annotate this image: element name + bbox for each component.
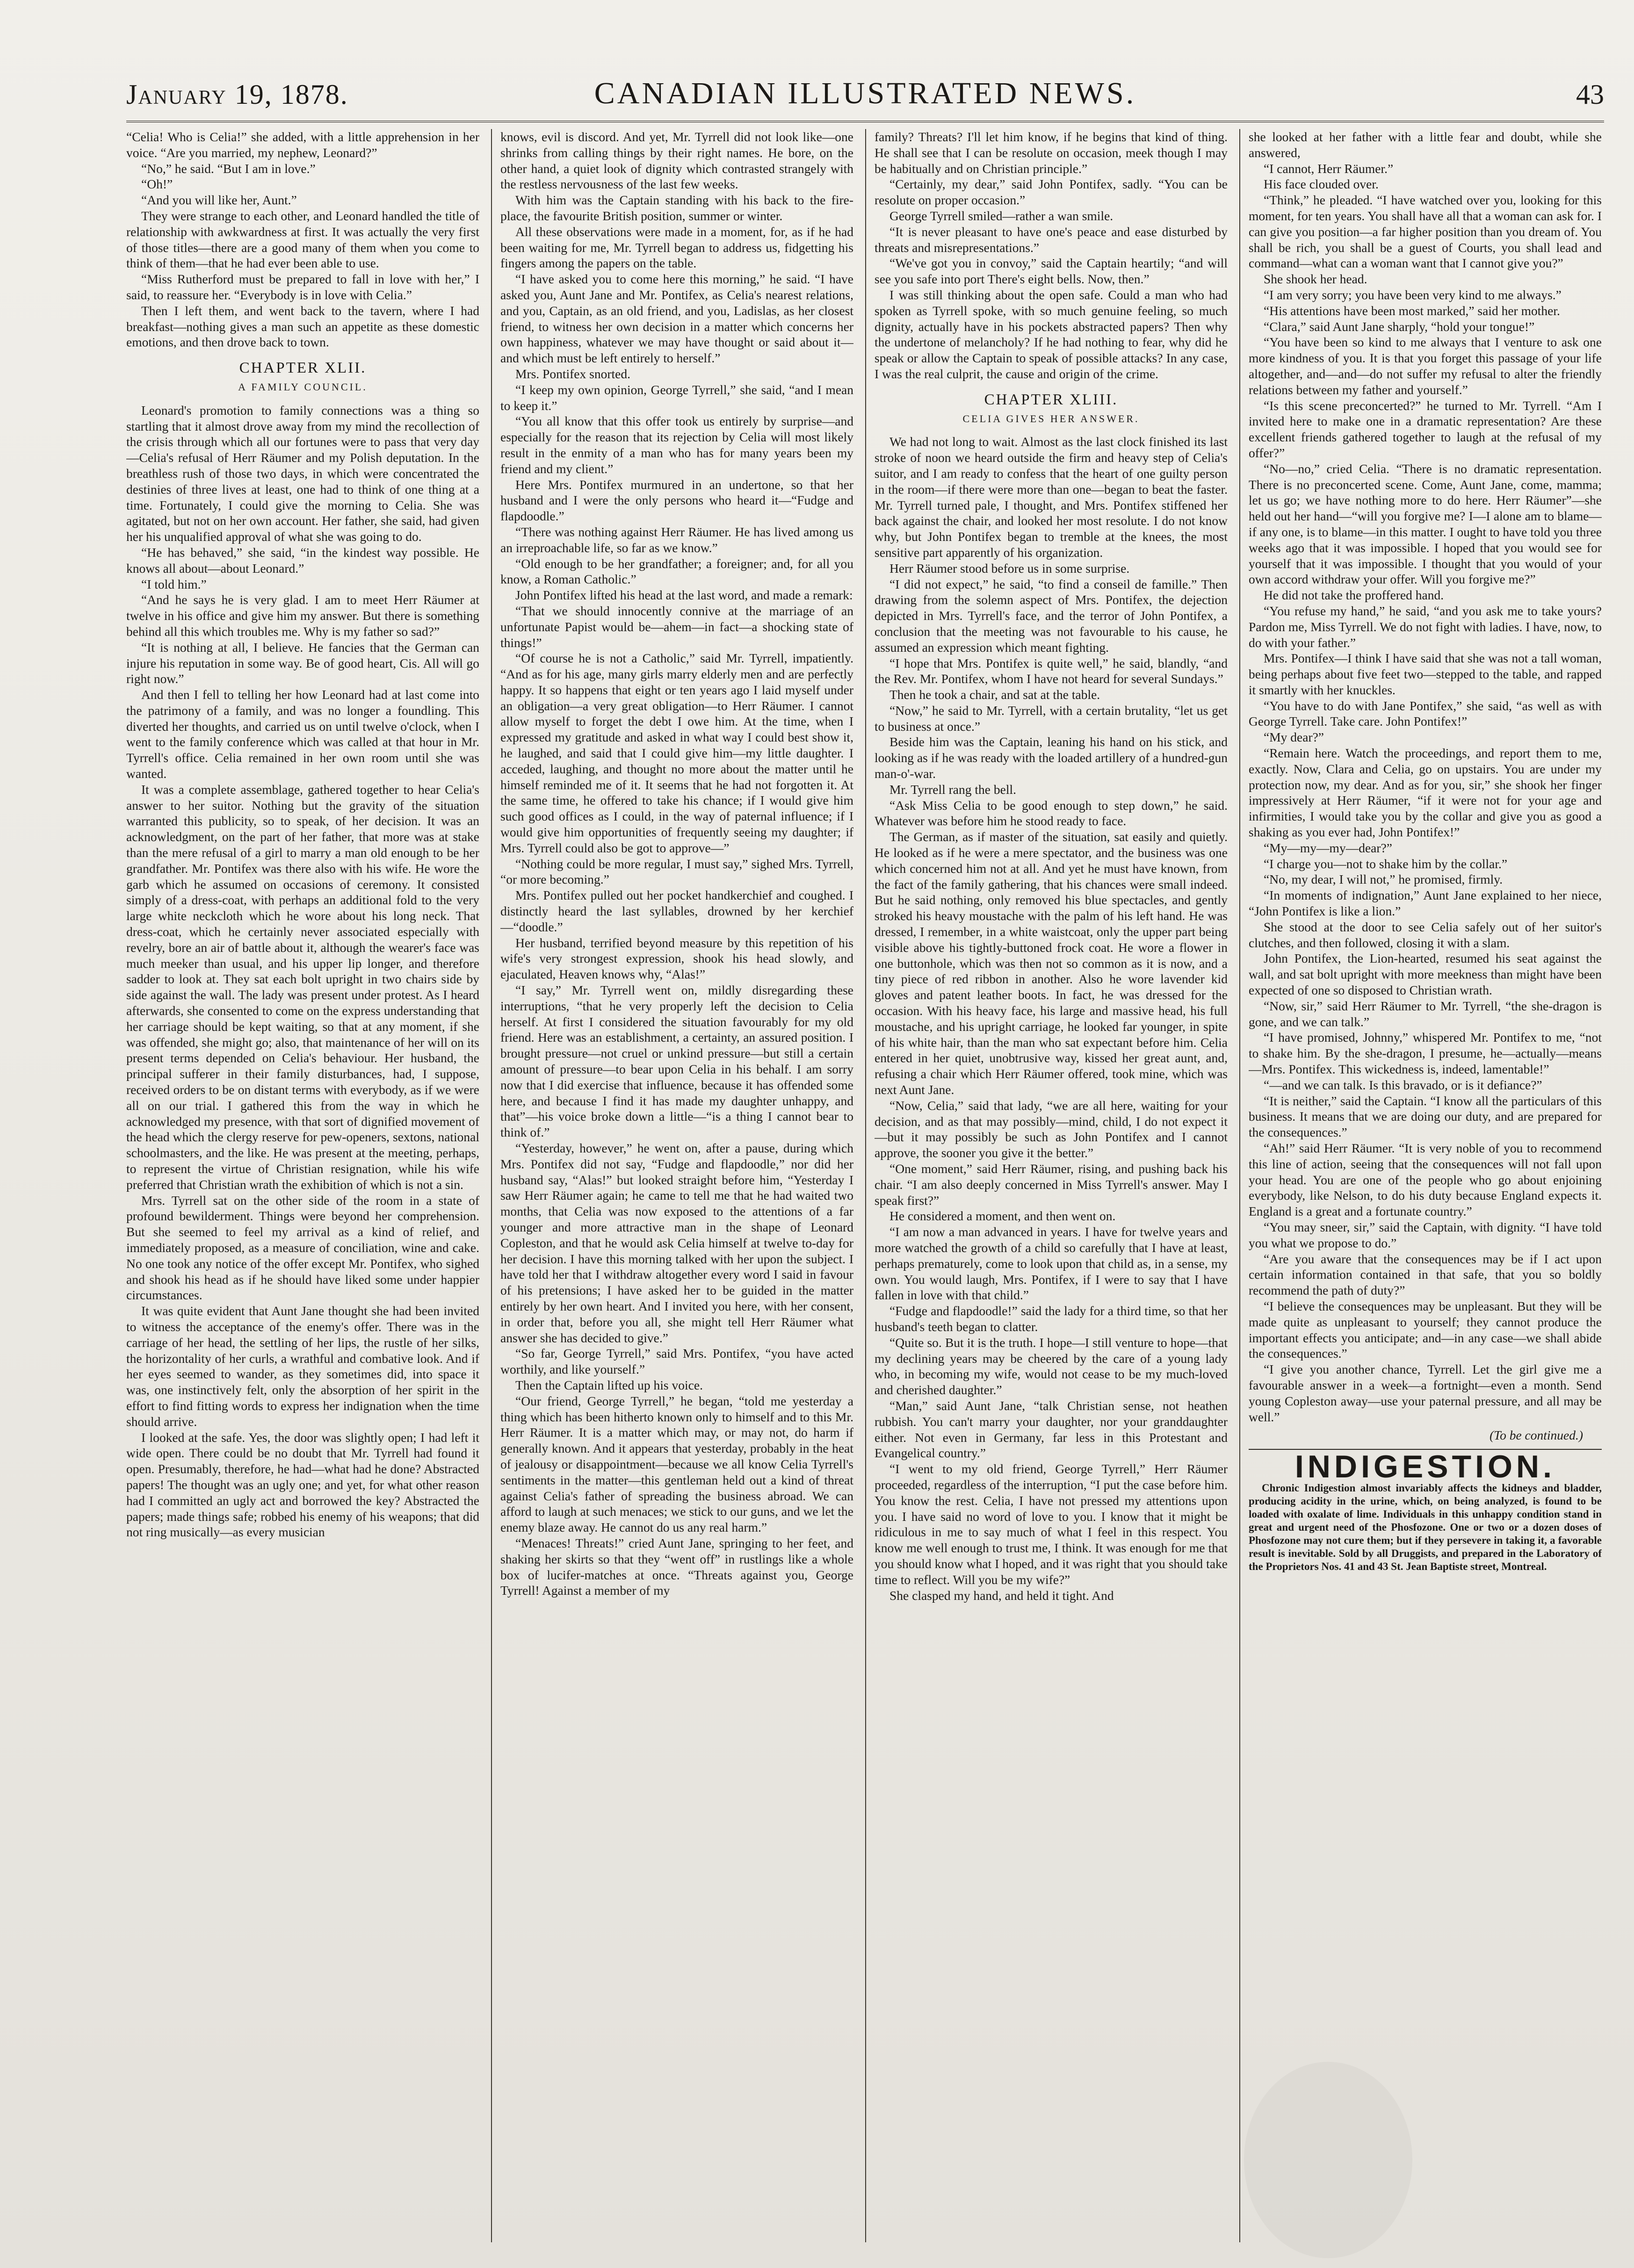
- paragraph: Mrs. Pontifex snorted.: [515, 366, 630, 381]
- paragraph: “You may sneer, sir,” said the Captain, with dignity. “I have told you what we propose to do.”: [1249, 1219, 1602, 1250]
- masthead: [126, 70, 1604, 117]
- paragraph: John Pontifex, the Lion-hearted, resumed his seat against the wall, and sat bolt upright with more meekness than might have been expected of one so disposed to Christian wrath.: [1249, 951, 1602, 998]
- paragraph: We had not long to wait. Almost as the last clock finished its last stroke of noon we heard outside the firm and heavy step of Celia's suitor, and I am ready to confess that the heart of one guilty person in the room—if there were more than one—began to beat the faster. Mr. Tyrrell turned pale, I thought, and Mrs. Pontifex stiffened her back against the chair, and looked her most resolute. I do not know why, but John Pontifex began to tremble at the knees, the most sensitive part apparently of his organization.: [875, 434, 1228, 560]
- paragraph: Leonard's promotion to family connections was a thing so startling that it almost drove away from my mind the recollection of the crisis through which all our fortunes were to pass that very day—Celia's refusal of Herr Räumer and my Polish deputation. In the breathless rush of those two days, in which were concentrated the destinies of three lives at least, one had to think of one thing at a time. Fortunately, I could give the morning to Celia. She was agitated, but not on her own account. Her father, she said, had given her his unqualified approval of what she was going to do.: [126, 403, 479, 544]
- paragraph: His face clouded over.: [1264, 177, 1379, 192]
- paragraph: she looked at her father with a little fear and doubt, while she answered,: [1249, 130, 1602, 160]
- paragraph: “Old enough to be her grandfather; a foreigner; and, for all you know, a Roman Catholic.”: [500, 556, 853, 587]
- paragraph: “You refuse my hand,” he said, “and you ask me to take yours? Pardon me, Miss Tyrrell. We do not fight with ladies. I have, now, to do with your father.”: [1249, 603, 1602, 650]
- paragraph: “Celia! Who is Celia!” she added, with a little apprehension in her voice. “Are you married, my nephew, Leonard?”: [126, 130, 479, 160]
- chapter-subheading: CELIA GIVES HER ANSWER.: [962, 412, 1140, 425]
- paragraph: “You all know that this offer took us entirely by surprise—and especially for the reason that its rejection by Celia will most likely result in the enmity of a man who has for many years been my friend and my client.”: [500, 414, 853, 476]
- paragraph: “I keep my own opinion, George Tyrrell,” she said, “and I mean to keep it.”: [500, 382, 853, 413]
- paragraph: “My dear?”: [1264, 730, 1324, 745]
- paragraph: He did not take the proffered hand.: [1264, 588, 1444, 603]
- paragraph: “In moments of indignation,” Aunt Jane explained to her niece, “John Pontifex is like a lion.”: [1249, 888, 1602, 919]
- paragraph: “Now, sir,” said Herr Räumer to Mr. Tyrrell, “the she-dragon is gone, and we can talk.”: [1249, 998, 1602, 1029]
- paragraph: With him was the Captain standing with his back to the fire-place, the favourite British position, summer or winter.: [500, 193, 853, 223]
- advertisement-body: Chronic Indigestion almost invariably affects the kidneys and bladder, producing acidity in the urine, which, on being analyzed, is found to be loaded with oxalate of lime. Individuals in this unhappy condition stand in great and urgent need of the Phosfozone. One or two or a dozen doses of Phosfozone may not cure them; but if they persevere in taking it, a favorable result is inevitable. Sold by all Druggists, and prepared in the Laboratory of the Proprietors Nos. 41 and 43 St. Jean Baptiste street, Montreal.: [1249, 1482, 1602, 1572]
- newspaper-title: CANADIAN ILLUSTRATED NEWS.: [594, 76, 1136, 110]
- paragraph: “I believe the consequences may be unpleasant. But they will be made quite as unpleasant to yourself; they cannot produce the important effects you anticipate; and—in any case—we shall abide the consequences.”: [1249, 1298, 1602, 1361]
- paragraph: “Fudge and flapdoodle!” said the lady for a third time, so that her husband's teeth began to clatter.: [875, 1303, 1228, 1334]
- paragraph: Then the Captain lifted up his voice.: [515, 1377, 703, 1392]
- paragraph: Beside him was the Captain, leaning his hand on his stick, and looking as if he was ready with the loaded artillery of a hundred-gun man-o'-war.: [875, 734, 1228, 781]
- paragraph: “I am very sorry; you have been very kind to me always.”: [1264, 287, 1562, 302]
- paragraph: “You have to do with Jane Pontifex,” she said, “as well as with George Tyrrell. Take care. John Pontifex!”: [1249, 698, 1602, 729]
- paragraph: “I cannot, Herr Räumer.”: [1264, 161, 1394, 176]
- paragraph: They were strange to each other, and Leonard handled the title of relationship with awkwardness at first. It was actually the very first of those titles—there are a good many of them when you come to think of them—that he had ever been able to use.: [126, 208, 479, 271]
- paragraph: “Think,” he pleaded. “I have watched over you, looking for this moment, for ten years. You shall have all that a woman can ask for. I can give you position—a far higher position than you dream of. You shall be rich, you shall be a guest of Courts, you shall lead and command—what can a woman want that I cannot give you?”: [1249, 193, 1602, 271]
- paragraph: “My—my—my—dear?”: [1264, 840, 1392, 855]
- paragraph: Her husband, terrified beyond measure by this repetition of his wife's very strongest expression, shook his head slowly, and ejaculated, Heaven knows why, “Alas!”: [500, 935, 853, 982]
- paragraph: I was still thinking about the open safe. Could a man who had spoken as Tyrrell spoke, with so much genuine feeling, so much dignity, actually have in his pockets abstracted papers? Then why the undertone of melancholy? If he had nothing to fear, why did he speak or allow the Captain to speak of possible attacks? In any case, I was the real culprit, the cause and origin of the crime.: [875, 287, 1228, 381]
- paragraph: “Now, Celia,” said that lady, “we are all here, waiting for your decision, and as that may possibly—mind, child, I do not expect it—but it may possibly be such as John Pontifex and I cannot approve, the sooner you give it the better.”: [875, 1098, 1228, 1160]
- paragraph: “I say,” Mr. Tyrrell went on, mildly disregarding these interruptions, “that he very properly left the decision to Celia herself. At first I considered the situation favourably for my old friend. Here was an establishment, a certainty, an assured position. I brought pressure—not cruel or unkind pressure—but still a certain amount of pressure—to bear upon Celia in his behalf. I am sorry now that I did exercise that influence, because it has offended some here, and because I find it has made my daughter unhappy, and that”—his voice broke down a little—“is a thing I cannot bear to think of.”: [500, 983, 853, 1140]
- chapter-heading: CHAPTER XLIII.: [984, 391, 1118, 408]
- paragraph: All these observations were made in a moment, for, as if he had been waiting for me, Mr. Tyrrell began to address us, fidgetting his fingers among the papers on the table.: [500, 224, 853, 271]
- paragraph: “—and we can talk. Is this bravado, or is it defiance?”: [1264, 1077, 1542, 1092]
- paragraph: “Nothing could be more regular, I must say,” sighed Mrs. Tyrrell, “or more becoming.”: [500, 856, 853, 887]
- paragraph: John Pontifex lifted his head at the last word, and made a remark:: [515, 588, 853, 603]
- paragraph: “I have promised, Johnny,” whispered Mr. Pontifex to me, “not to shake him. By the she-dragon, I presume, he—actually—means—Mrs. Pontifex. This wickedness is, indeed, lamentable!”: [1249, 1030, 1602, 1077]
- column-1: [126, 129, 479, 2242]
- paper-stain: [1244, 2062, 1412, 2258]
- paragraph: “And he says he is very glad. I am to meet Herr Räumer at twelve in his office and give him my answer. But there is something behind all this which troubles me. Why is my father so sad?”: [126, 592, 479, 639]
- paragraph: “No,” he said. “But I am in love.”: [141, 161, 316, 176]
- paragraph: “Remain here. Watch the proceedings, and report them to me, exactly. Now, Clara and Celia, go on upstairs. You are under my protection now, my dear. And as for you, sir,” she shook her finger impressively at Herr Räumer, “if it were not for your age and infirmities, I would take you by the collar and give you as good a shaking as you ever had, John Pontifex!”: [1249, 746, 1602, 840]
- paragraph: She stood at the door to see Celia safely out of her suitor's clutches, and then followed, closing it with a slam.: [1249, 919, 1602, 950]
- paragraph: She shook her head.: [1264, 272, 1367, 287]
- paragraph: Here Mrs. Pontifex murmured in an undertone, so that her husband and I were the only persons who heard it—“Fudge and flapdoodle.”: [500, 477, 853, 524]
- paragraph: “There was nothing against Herr Räumer. He has lived among us an irreproachable life, so far as we know.”: [500, 524, 853, 555]
- column-2: [500, 129, 853, 2242]
- paragraph: Mrs. Tyrrell sat on the other side of the room in a state of profound bewilderment. Things were beyond her comprehension. But she seemed to feel my arrival as a kind of relief, and immediately proposed, as a measure of conciliation, wine and cake. No one took any notice of the offer except Mr. Pontifex, who sighed and shook his head as if he should have liked some under happier circumstances.: [126, 1193, 479, 1303]
- chapter-subheading: A FAMILY COUNCIL.: [238, 381, 368, 393]
- paragraph: “His attentions have been most marked,” said her mother.: [1264, 303, 1560, 318]
- column-divider: [865, 129, 866, 2242]
- masthead-rule: [126, 121, 1604, 122]
- paragraph: “No—no,” cried Celia. “There is no dramatic representation. There is no preconcerted scene. Come, Aunt Jane, come, mamma; let us go; we have nothing more to do here. Herr Räumer”—she held out her hand—“will you forgive me? I—I alone am to blame—if any one, is to blame—in this matter. I ought to have told you three weeks ago that it was impossible. I hoped that you would see for yourself that it was impossible. I thought that you would of your own accord withdraw your offer. Will you forgive me?”: [1249, 461, 1602, 587]
- paragraph: Then I left them, and went back to the tavern, where I had breakfast—nothing gives a man such an appetite as these domestic emotions, and then drove back to town.: [126, 303, 479, 350]
- paragraph: “Ah!” said Herr Räumer. “It is very noble of you to recommend this line of action, seeing that the consequences will not fall upon your head. You are one of the people who go about enjoining everybody, like Nelson, to do his duty because England expects it. England is a great and a fortunate country.”: [1249, 1141, 1602, 1219]
- column-divider: [1239, 129, 1240, 2242]
- paragraph: “Menaces! Threats!” cried Aunt Jane, springing to her feet, and shaking her skirts so that they “went off” in rustlings like a whole box of lucifer-matches at once. “Threats against you, George Tyrrell! Against a member of my: [500, 1535, 853, 1598]
- paragraph: “And you will like her, Aunt.”: [141, 193, 297, 208]
- paragraph: He considered a moment, and then went on.: [889, 1209, 1116, 1224]
- paragraph: “Clara,” said Aunt Jane sharply, “hold your tongue!”: [1264, 319, 1535, 334]
- paragraph: I looked at the safe. Yes, the door was slightly open; I had left it wide open. There could be no doubt that Mr. Tyrrell had found it open. Presumably, therefore, he had—what had he done? Abstracted papers! The thought was an ugly one; and yet, for what other reason had I committed an ugly act and borrowed the key? Abstracted the papers; made things safe; robbed his enemy of his weapons; that did not ring musically—as every musician: [126, 1430, 479, 1540]
- paragraph: “You have been so kind to me always that I venture to ask one more kindness of you. It is that you forget this passage of your life altogether, and—and—do not suffer my refusal to alter the friendly relations between my father and yourself.”: [1249, 335, 1602, 397]
- paragraph: “It is never pleasant to have one's peace and ease disturbed by threats and misrepresentations.”: [875, 224, 1228, 255]
- paragraph: “No, my dear, I will not,” he promised, firmly.: [1264, 872, 1503, 887]
- paragraph: “I told him.”: [141, 576, 207, 591]
- paragraph: “I charge you—not to shake him by the collar.”: [1264, 856, 1508, 871]
- paragraph: “Is this scene preconcerted?” he turned to Mr. Tyrrell. “Am I invited here to make one in a dramatic representation? Are these excellent friends gathered together to laugh at the refusal of my offer?”: [1249, 398, 1602, 460]
- paragraph: “Now,” he said to Mr. Tyrrell, with a certain brutality, “let us get to business at once.”: [875, 703, 1228, 734]
- paragraph: It was a complete assemblage, gathered together to hear Celia's answer to her suitor. Nothing but the gravity of the situation warranted this publicity, so to speak, of her decision. It was an acknowledgment, on the part of her father, that more was at stake than the mere refusal of a girl to marry a man old enough to be her grandfather. Mr. Pontifex was there also with his wife. He wore the garb which he assumed on occasions of ceremony. It consisted simply of a dress-coat, with perhaps an additional fold to the very large white neckcloth which he wore about his long neck. That dress-coat, which he certainly never associated especially with revelry, bore an air of battle about it, although the wearer's face was much meeker than usual, and his upper lip longer, and therefore sadder to look at. They sat each bolt upright in two chairs side by side against the wall. The lady was present under protest. As I heard afterwards, she consented to come on the express understanding that her carriage should be kept waiting, so that at any moment, if she was offended, she might go; also, that maintenance of her will on its present terms depended on Celia's behaviour. Her husband, the principal sufferer in their family disturbances, had, I suppose, received orders to be on distant terms with everybody, as if we were all on our trial. I gathered this from the way in which he acknowledged my presence, with that sort of dignified movement of the head which the clergy reserve for pew-openers, sextons, national schoolmasters, and the like. He was present at the meeting, perhaps, to represent the virtue of Christian resignation, while his wife preferred that Christian wrath the exhibition of which is not a sin.: [126, 782, 479, 1192]
- paragraph: “It is neither,” said the Captain. “I know all the particulars of this business. It means that we are doing our duty, and are prepared for the consequences.”: [1249, 1093, 1602, 1140]
- paragraph: Herr Räumer stood before us in some surprise.: [889, 561, 1130, 576]
- paragraph: Then he took a chair, and sat at the table.: [889, 687, 1100, 702]
- columns: [126, 129, 1604, 2242]
- page-number: 43: [1576, 79, 1604, 110]
- paragraph: “I did not expect,” he said, “to find a conseil de famille.” Then drawing from the solemn aspect of Mrs. Pontifex, the dejection depicted in Mrs. Tyrrell's face, and the terror of John Pontifex, a conclusion that the meeting was not favourable to his cause, he assumed an expression which meant fighting.: [875, 576, 1228, 655]
- paragraph: “I have asked you to come here this morning,” he said. “I have asked you, Aunt Jane and Mr. Pontifex, as Celia's nearest relations, and you, Captain, as an old friend, and you, Ladislas, as her closest friend, to witness her own decision in a matter which concerns her own happiness, whatever we may have thought or said about it—and which must be left entirely to herself.”: [500, 272, 853, 366]
- chapter-heading: CHAPTER XLII.: [239, 360, 367, 377]
- paragraph: It was quite evident that Aunt Jane thought she had been invited to witness the acceptance of the enemy's offer. There was in the carriage of her head, the settling of her lips, the rustle of her silks, the horizontality of her curls, a wrathful and combative look. And if her eyes seemed to wander, as they sometimes did, into space it was, one instinctively felt, only the absorption of her spirit in the effort to find fitting words to express her indignation when the time should arrive.: [126, 1303, 479, 1429]
- paragraph: family? Threats? I'll let him know, if he begins that kind of thing. He shall see that I can be resolute on occasion, meek though I may be habitually and on Christian principle.”: [875, 130, 1228, 176]
- paragraph: “I hope that Mrs. Pontifex is quite well,” he said, blandly, “and the Rev. Mr. Pontifex, whom I have not heard for several Sundays.”: [875, 655, 1228, 686]
- paragraph: “I am now a man advanced in years. I have for twelve years and more watched the growth of a child so carefully that I have at least, perhaps prematurely, come to look upon that child as, in a sense, my own. You would laugh, Mrs. Pontifex, if I were to say that I have fallen in love with that child.”: [875, 1224, 1228, 1303]
- paragraph: “That we should innocently connive at the marriage of an unfortunate Papist would be—ahem—in fact—a shocking state of things!”: [500, 603, 853, 650]
- paragraph: “Our friend, George Tyrrell,” he began, “told me yesterday a thing which has been hitherto known only to himself and to this Mr. Herr Räumer. It is a matter which may, or may not, do harm if generally known. And it appears that yesterday, probably in the heat of jealousy or disappointment—because we all know Celia Tyrrell's sentiments in the matter—this gentleman held out a kind of threat against Celia's father of spreading the business abroad. We can afford to laugh at such menaces; we stick to our guns, and we let the enemy blaze away. He cannot do us any real harm.”: [500, 1393, 853, 1535]
- paragraph: “So far, George Tyrrell,” said Mrs. Pontifex, “you have acted worthily, and like yourself.”: [500, 1346, 853, 1377]
- to-be-continued: (To be continued.): [1489, 1428, 1583, 1443]
- paragraph: “He has behaved,” she said, “in the kindest way possible. He knows all about—about Leonard.”: [126, 545, 479, 576]
- column-4: [1249, 129, 1602, 2242]
- paragraph: “I went to my old friend, George Tyrrell,” Herr Räumer proceeded, regardless of the interruption, “I put the case before him. You know the rest. Celia, I have not pressed my attentions upon you. I have said no word of love to you. I know that it might be ridiculous in me to say much of what I feel in this respect. You know me well enough to trust me, I think. It was enough for me that you should know what I hoped, and it was right that you should take time to reflect. Will you be my wife?”: [875, 1462, 1228, 1587]
- paragraph: “Oh!”: [141, 177, 173, 192]
- paragraph: “Man,” said Aunt Jane, “talk Christian sense, not heathen rubbish. You can't marry your daughter, nor your granddaughter either. Not even in Germany, far less in this Protestant and Evangelical country.”: [875, 1398, 1228, 1461]
- paragraph: “It is nothing at all, I believe. He fancies that the German can injure his reputation in some way. Be of good heart, Cis. All will go right now.”: [126, 640, 479, 686]
- column-divider: [491, 129, 492, 2242]
- paragraph: “Ask Miss Celia to be good enough to step down,” he said. Whatever was before him he stood ready to face.: [875, 798, 1228, 828]
- paragraph: “We've got you in convoy,” said the Captain heartily; “and will see you safe into port There's eight bells. Now, then.”: [875, 256, 1228, 287]
- paragraph: Mr. Tyrrell rang the bell.: [889, 782, 1016, 797]
- paragraph: knows, evil is discord. And yet, Mr. Tyrrell did not look like—one shrinks from calling things by their right names. He bore, on the other hand, a quiet look of dignity which contrasted strangely with the restless nervousness of the last few weeks.: [500, 130, 853, 192]
- paragraph: “Quite so. But it is the truth. I hope—I still venture to hope—that my declining years may be cheered by the care of a young lady who, in becoming my wife, would not cease to be my much-loved and cherished daughter.”: [875, 1335, 1228, 1397]
- paragraph: “Yesterday, however,” he went on, after a pause, during which Mrs. Pontifex did not say, “Fudge and flapdoodle,” nor did her husband say, “Alas!” but looked straight before him, “Yesterday I saw Herr Räumer again; he came to tell me that he had waited two months, that Celia was now exposed to the attentions of a far younger and more attractive man in the shape of Leonard Copleston, and that he would ask Celia himself at twelve to-day for her decision. I have this morning talked with her upon the subject. I have told her that I withdraw altogether every word I said in favour of his pretensions; I have asked her to be guided in the matter entirely by her own heart. And I invited you here, with her consent, in order that, before you all, she might tell Herr Räumer what answer she has decided to give.”: [500, 1141, 853, 1345]
- paragraph: The German, as if master of the situation, sat easily and quietly. He looked as if he were a mere spectator, and the business was one which concerned him not at all. And yet he must have known, from the fact of the family gathering, that his chances were small indeed. But he said nothing, only removed his blue spectacles, and gently stroked his heavy moustache with the palm of his left hand. He was dressed, I remember, in a white waistcoat, only the upper part being visible above his tightly-buttoned frock coat. He wore a flower in one buttonhole, which was then not so common as it is now, and a tiny piece of red ribbon in another. Also he wore lavender kid gloves and patent leather boots. In fact, he was dressed for the occasion. With his heavy face, his large and massive head, his full moustache, and his upright carriage, he looked far younger, in spite of his white hair, than the man who sat expectant before him. Celia entered in her quiet, unobtrusive way, kissed her great aunt, and, refusing a chair which Herr Räumer offered, took mine, which was next Aunt Jane.: [875, 829, 1228, 1097]
- paragraph: And then I fell to telling her how Leonard had at last come into the patrimony of a family, and was no longer a foundling. This diverted her thoughts, and carried us on until twelve o'clock, when I went to the family conference which was called at that hour in Mr. Tyrrell's office. Celia remained in her own room until she was wanted.: [126, 687, 479, 781]
- advertisement: [1249, 1449, 1602, 1573]
- paragraph: Mrs. Pontifex—I think I have said that she was not a tall woman, being perhaps about five feet two—stepped to the table, and rapped it smartly with her knuckles.: [1249, 651, 1602, 697]
- paragraph: Mrs. Pontifex pulled out her pocket handkerchief and coughed. I distinctly heard the last syllables, drowned by her kerchief—“doodle.”: [500, 888, 853, 934]
- advertisement-title: INDIGESTION.: [1295, 1449, 1555, 1485]
- paragraph: “I give you another chance, Tyrrell. Let the girl give me a favourable answer in a week—a fortnight—even a month. Send young Copleston away—use your paternal pressure, and all may be well.”: [1249, 1362, 1602, 1424]
- paragraph: “Certainly, my dear,” said John Pontifex, sadly. “You can be resolute on proper occasion.”: [875, 177, 1228, 208]
- column-3: [875, 129, 1228, 2242]
- paragraph: George Tyrrell smiled—rather a wan smile.: [889, 208, 1113, 223]
- paragraph: “Are you aware that the consequences may be if I act upon certain information contained in that safe, that you so boldly recommend the path of duty?”: [1249, 1251, 1602, 1298]
- issue-date: January 19, 1878.: [126, 79, 348, 110]
- paragraph: She clasped my hand, and held it tight. And: [889, 1588, 1114, 1603]
- paragraph: “One moment,” said Herr Räumer, rising, and pushing back his chair. “I am also deeply concerned in Miss Tyrrell's answer. May I speak first?”: [875, 1161, 1228, 1208]
- paragraph: “Miss Rutherford must be prepared to fall in love with her,” I said, to reassure her. “Everybody is in love with Celia.”: [126, 272, 479, 302]
- paragraph: “Of course he is not a Catholic,” said Mr. Tyrrell, impatiently. “And as for his age, many girls marry elderly men and are perfectly happy. It so happens that eight or ten years ago I laid myself under an obligation—a very great obligation—to Herr Räumer. I cannot allow myself to forget the debt I owe him. At the time, when I expressed my gratitude and asked in what way I could best show it, he laughed, and said that I could give him—my little daughter. I acceded, laughing, and thought no more about the matter until he himself reminded me of it. It seems that he had not forgotten it. At the same time, he offered to take his chance; if I would give him such good offices as I could, in the way of paternal influence; if I would give him opportunities of frequently seeing my daughter; if Mrs. Tyrrell could also be got to approve—”: [500, 651, 853, 855]
